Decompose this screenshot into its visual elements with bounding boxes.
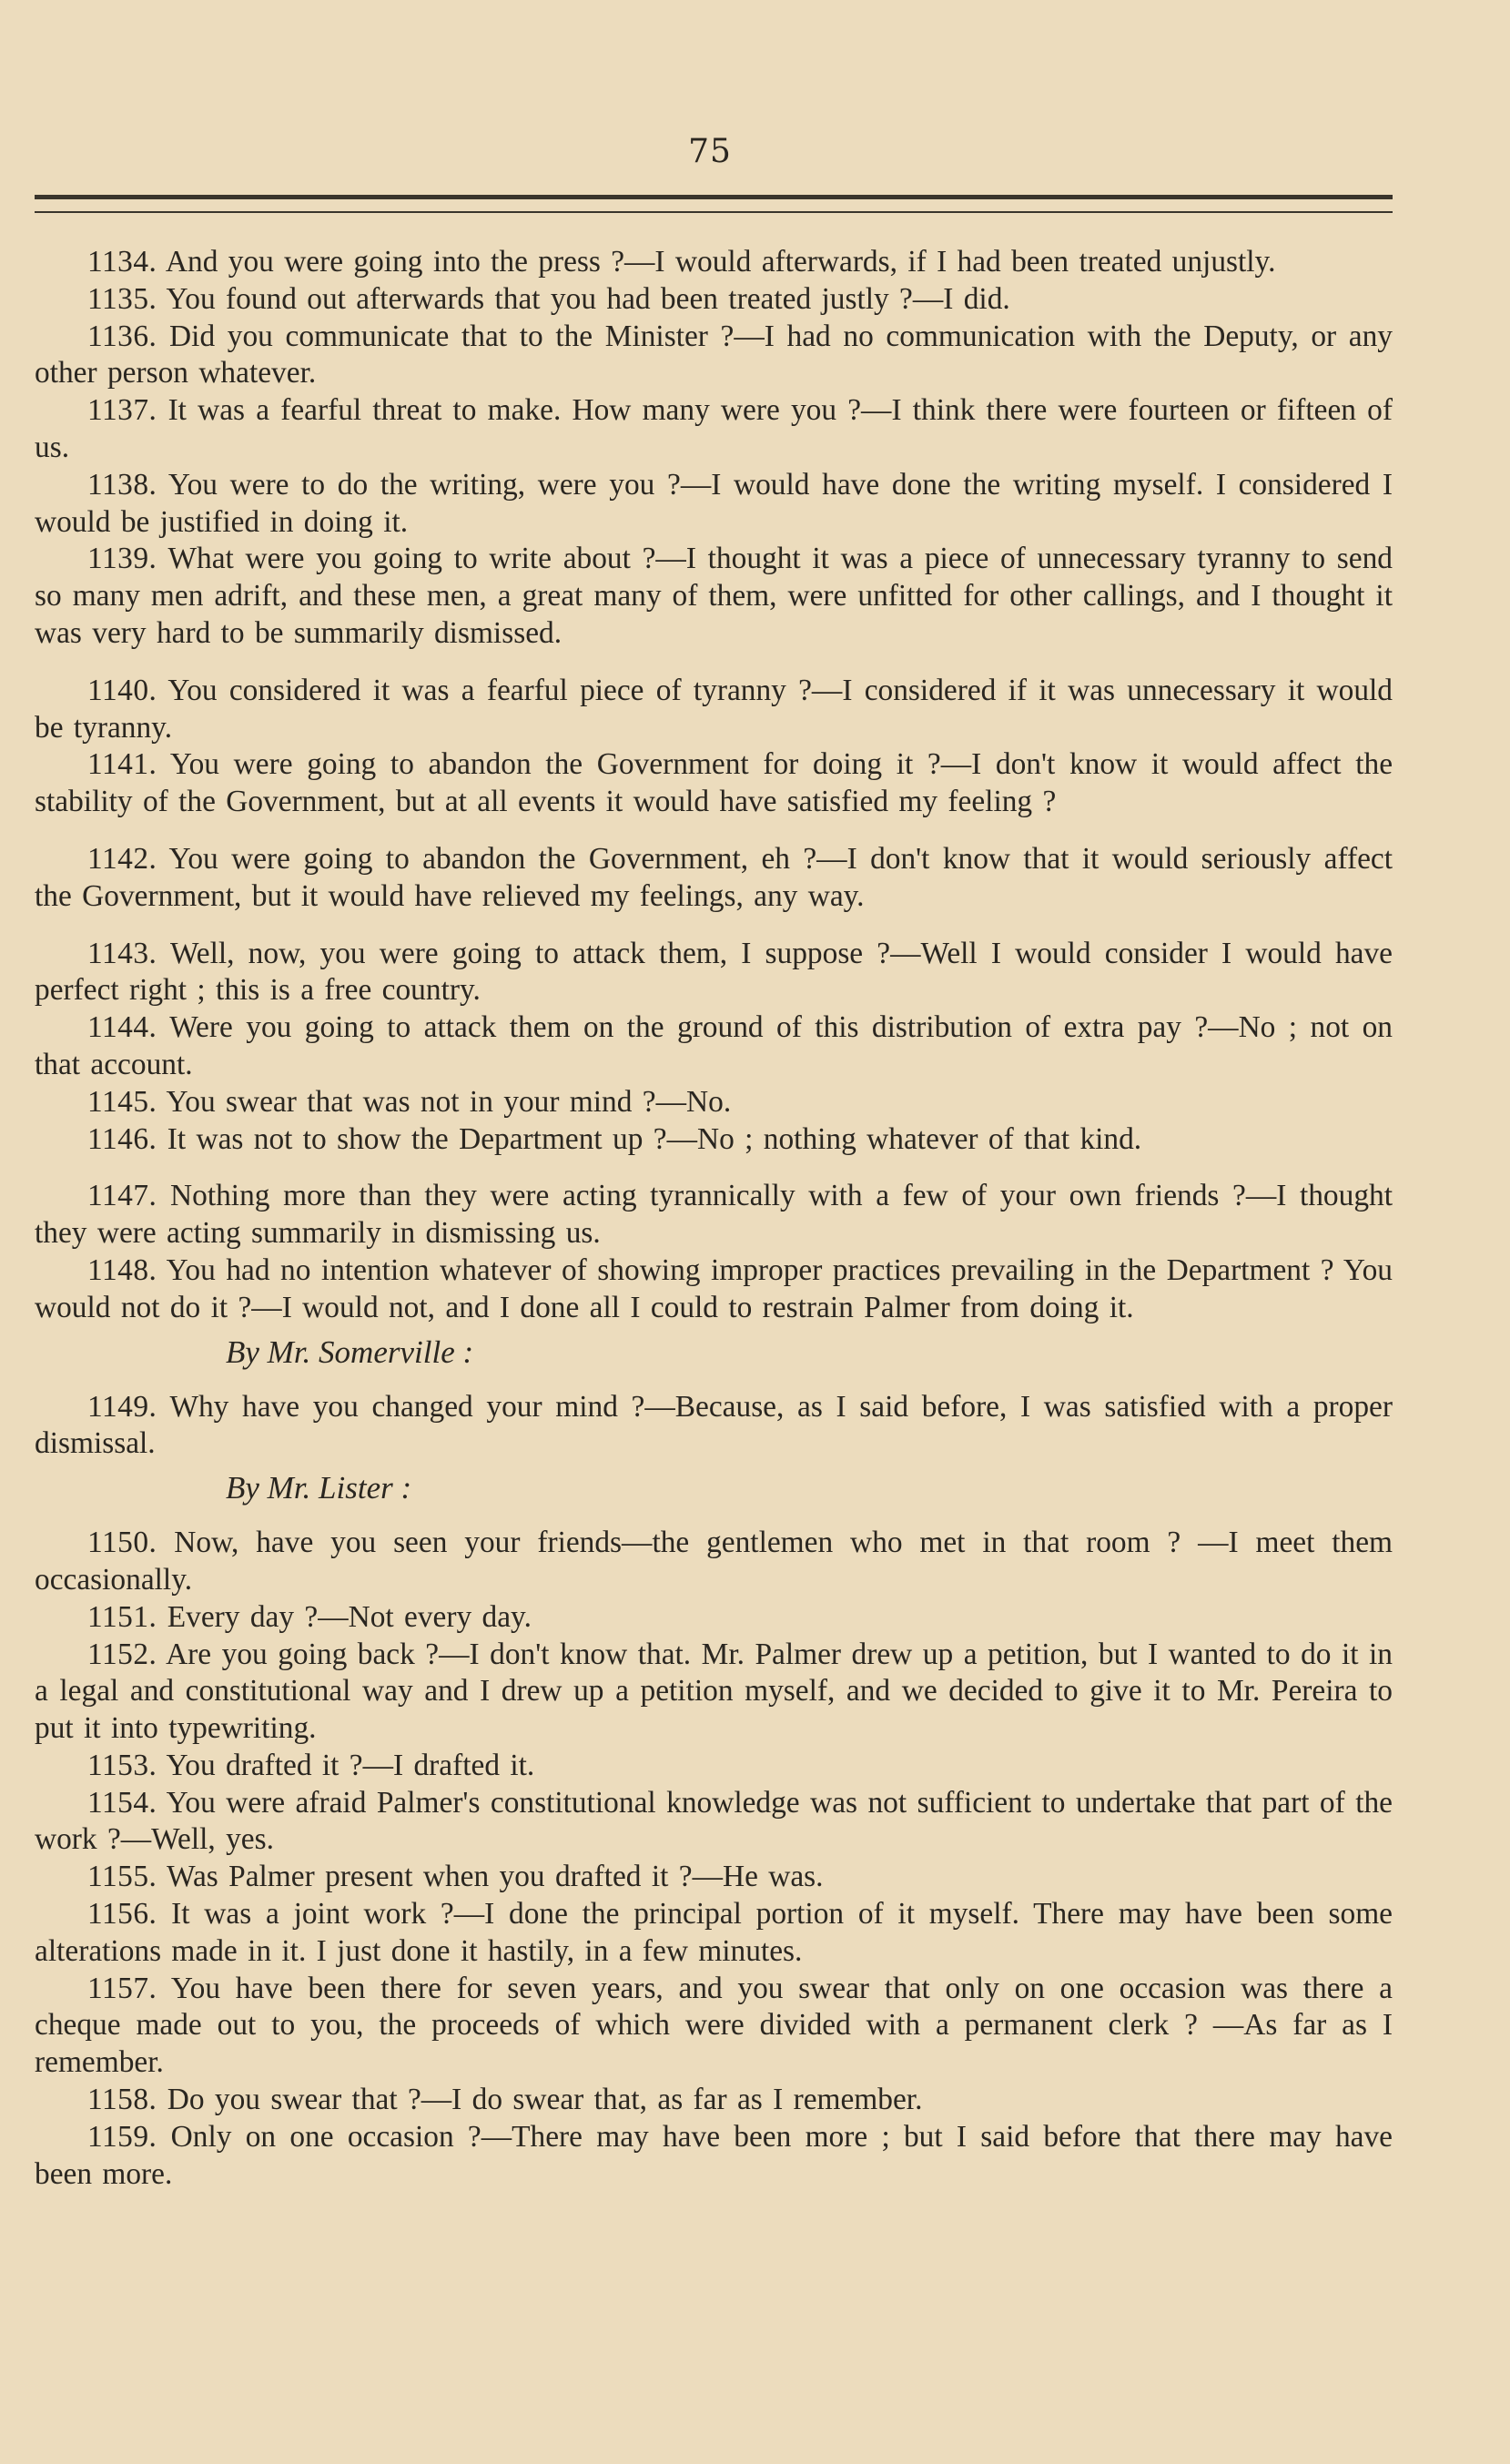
header-rule-thick [35,195,1393,199]
testimony-body [35,244,1393,2193]
question-1134 [35,244,1393,281]
question-number: 1138. [87,467,157,502]
question-1145 [35,1084,1393,1121]
question-1143 [35,936,1393,1010]
question-1139 [35,541,1393,652]
question-number: 1147. [87,1179,157,1213]
question-text: You were going to abandon the Government for doing it ?—I don't know it would affect the stability of the Government, but at all events it would have satisfied my feeling ? [35,747,1393,819]
question-text: It was not to show the Department up ?—No ; nothing whatever of that kind. [167,1121,1142,1156]
question-number: 1158. [87,2083,157,2117]
question-1137 [35,392,1393,467]
question-text: You had no intention whatever of showing improper practices prevailing in the Department ? You would not do it ?—I would not, and I done all I could to restrain Palmer from doing it. [35,1252,1393,1324]
question-text: Did you communicate that to the Minister ?—I had no communication with the Deputy, or any other person whatever. [35,319,1393,390]
question-text: You were to do the writing, were you ?—I would have done the writing myself. I considered I would be justified in doing it. [35,467,1393,539]
question-text: Nothing more than they were acting tyrannically with a few of your own friends ?—I thought they were acting summarily in dismissing us. [35,1179,1393,1251]
question-text: It was a joint work ?—I done the principal portion of it myself. There may have been some alterations made in it. I just done it hastily, in a few minutes. [35,1897,1393,1968]
question-number: 1155. [87,1860,157,1894]
speaker-heading: By Mr. Somerville : [226,1333,474,1370]
question-number: 1149. [87,1389,157,1424]
question-number: 1142. [87,841,157,876]
page-number: 75 [688,133,732,170]
question-1144 [35,1009,1393,1084]
question-text: You considered it was a fearful piece of tyranny ?—I considered if it was unnecessary it would be tyranny. [35,673,1393,745]
question-1156 [35,1896,1393,1971]
question-text: Now, have you seen your friends—the gentlemen who met in that room ? —I meet them occasionally. [35,1526,1393,1597]
question-number: 1144. [87,1010,157,1045]
question-number: 1139. [87,542,157,576]
question-number: 1145. [87,1084,157,1119]
question-text: And you were going into the press ?—I would afterwards, if I had been treated unjustly. [165,245,1276,279]
question-text: Were you going to attack them on the ground of this distribution of extra pay ?—No ; not on that account. [35,1010,1393,1081]
testimony-section [35,244,1393,1327]
question-number: 1157. [87,1971,157,2005]
question-1155 [35,1859,1393,1896]
question-number: 1143. [87,936,157,970]
question-1154 [35,1785,1393,1860]
question-number: 1152. [87,1637,157,1671]
question-1135 [35,281,1393,319]
question-1157 [35,1971,1393,2082]
question-text: Only on one occasion ?—There may have been more ; but I said before that there may have been more. [35,2119,1393,2191]
question-text: Are you going back ?—I don't know that. Mr. Palmer drew up a petition, but I wanted to do it in a legal and constitutional way and I drew up a petition myself, and we decided to give it to Mr. Pereira to put it into typewriting. [35,1637,1393,1746]
question-1153 [35,1748,1393,1785]
testimony-section [35,1468,1393,2193]
question-1159 [35,2119,1393,2194]
question-text: Was Palmer present when you drafted it ?—He was. [167,1860,824,1894]
question-number: 1150. [87,1526,157,1560]
question-number: 1140. [87,673,157,707]
question-text: What were you going to write about ?—I thought it was a piece of unnecessary tyranny to send so many men adrift, and these men, a great many of them, were unfitted for other callings, and I thought it was very hard to be summarily dismissed. [35,542,1393,650]
question-number: 1141. [87,747,157,782]
question-number: 1151. [87,1599,157,1634]
question-text: You have been there for seven years, and you swear that only on one occasion was there a cheque made out to you, the proceeds of which were divided with a permanent clerk ? —As far as I remember. [35,1971,1393,2080]
question-1136 [35,319,1393,393]
testimony-section [35,1333,1393,1464]
question-1146 [35,1121,1393,1159]
question-text: Do you swear that ?—I do swear that, as far as I remember. [167,2083,923,2117]
question-number: 1137. [87,393,157,428]
question-number: 1146. [87,1121,157,1156]
question-number: 1154. [87,1785,157,1820]
question-number: 1159. [87,2119,157,2154]
question-text: Well, now, you were going to attack them, I suppose ?—Well I would consider I would have perfect right ; this is a free country. [35,936,1393,1008]
question-1151 [35,1599,1393,1637]
question-number: 1135. [87,281,157,316]
question-text: You drafted it ?—I drafted it. [166,1748,535,1782]
question-1150 [35,1525,1393,1599]
speaker-heading: By Mr. Lister : [226,1470,412,1506]
question-text: You were going to abandon the Government, eh ?—I don't know that it would seriously affect the Government, but it would have relieved my feelings, any way. [35,841,1393,913]
question-number: 1134. [87,245,157,279]
question-text: You found out afterwards that you had been treated justly ?—I did. [166,281,1010,316]
question-text: Why have you changed your mind ?—Because, as I said before, I was satisfied with a proper dismissal. [35,1389,1393,1461]
question-number: 1156. [87,1897,157,1932]
question-1140 [35,673,1393,747]
question-1152 [35,1637,1393,1748]
question-text: You were afraid Palmer's constitutional knowledge was not sufficient to undertake that part of the work ?—Well, yes. [35,1785,1393,1857]
header-rule-thin [35,211,1393,213]
question-number: 1153. [87,1748,157,1782]
question-text: You swear that was not in your mind ?—No. [166,1084,732,1119]
question-1147 [35,1178,1393,1252]
question-1149 [35,1389,1393,1464]
question-1138 [35,467,1393,542]
question-1141 [35,746,1393,821]
question-number: 1136. [87,319,157,353]
question-1158 [35,2082,1393,2119]
question-text: It was a fearful threat to make. How many were you ?—I think there were fourteen or fifteen of us. [35,393,1393,464]
question-1148 [35,1252,1393,1327]
question-text: Every day ?—Not every day. [167,1599,532,1634]
question-number: 1148. [87,1252,157,1287]
question-1142 [35,841,1393,916]
